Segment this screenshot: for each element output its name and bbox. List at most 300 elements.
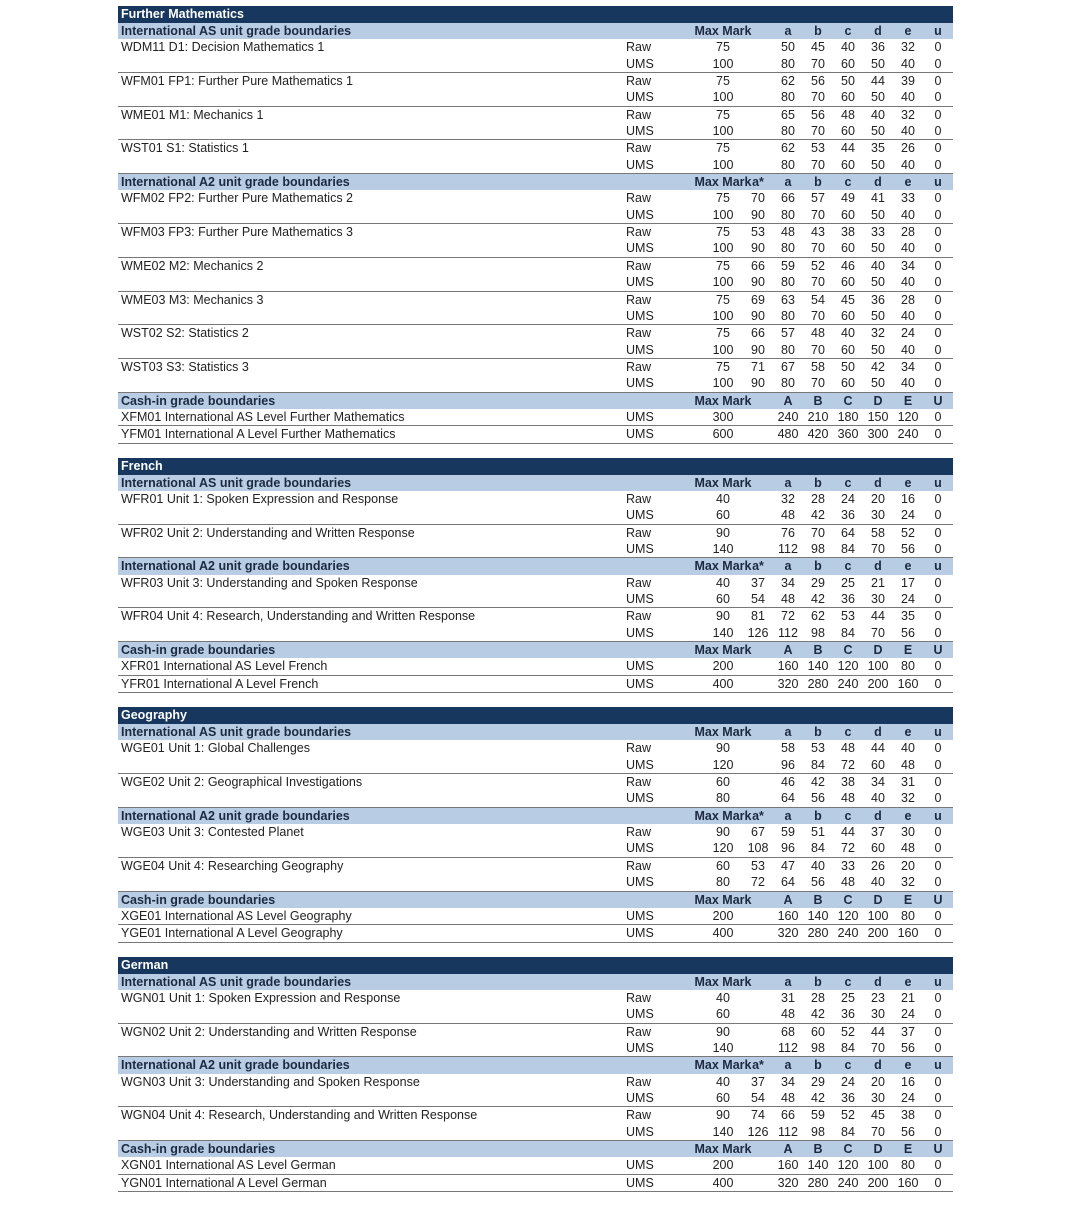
grade-value: 0 [934,741,942,756]
grade-value: 0 [934,676,942,691]
grade-value: 0 [934,1175,942,1190]
max-mark: 100 [712,342,734,357]
grade-value: 70 [811,275,825,290]
mark-type: Raw [626,990,652,1005]
grade-header: B [813,643,823,658]
grade-value: 17 [901,575,915,590]
section-title: Cash-in grade boundaries [121,892,276,907]
grade-value: 35 [901,609,915,624]
grade-value: 70 [871,1040,885,1055]
mark-type: UMS [626,757,654,772]
max-mark: 100 [712,90,734,105]
mark-type: Raw [626,359,652,374]
table-row [118,507,953,524]
mark-type: Raw [626,858,652,873]
table-row [118,375,953,392]
unit-name: WGN02 Unit 2: Understanding and Written Response [121,1024,417,1039]
max-mark: 400 [712,926,734,941]
grade-value: 40 [901,741,915,756]
table-row [118,1090,953,1107]
grade-value: 81 [751,609,765,624]
grade-value: 47 [781,858,795,873]
grade-value: 98 [811,541,825,556]
grade-value: 48 [781,1007,795,1022]
grade-value: 240 [777,409,799,424]
grade-header: b [814,808,822,823]
grade-value: 0 [934,124,942,139]
grade-value: 21 [871,575,885,590]
grade-value: 126 [747,1124,769,1139]
grade-value: 53 [751,858,765,873]
max-mark: 100 [712,376,734,391]
grade-value: 28 [901,292,915,307]
grade-value: 32 [901,875,915,890]
grade-header: d [874,24,882,38]
grade-value: 0 [934,491,942,506]
grade-header: e [904,808,912,823]
grade-value: 34 [871,775,885,790]
grade-value: 80 [901,659,915,674]
mark-type: UMS [626,308,654,323]
grade-value: 70 [751,191,765,206]
grade-value: 70 [811,525,825,540]
max-mark-header: Max Mark [694,725,752,740]
grade-value: 0 [934,908,942,923]
unit-name: XGN01 International AS Level German [121,1158,336,1173]
max-mark: 40 [716,990,730,1005]
unit-name: YFM01 International A Level Further Mathematics [121,427,396,442]
mark-type: Raw [626,825,652,840]
grade-value: 0 [934,757,942,772]
grade-value: 38 [901,1108,915,1123]
section-header [118,808,953,824]
max-mark: 100 [712,308,734,323]
unit-name: WGE03 Unit 3: Contested Planet [121,825,304,840]
grade-value: 40 [871,258,885,273]
grade-value: 24 [901,1007,915,1022]
table-row [118,292,953,308]
grade-value: 29 [811,1074,825,1089]
grade-value: 36 [871,40,885,55]
mark-type: UMS [626,541,654,556]
grade-value: 56 [811,875,825,890]
mark-type: Raw [626,258,652,273]
grade-header: d [874,1058,882,1073]
grade-header: b [814,974,822,989]
grade-value: 280 [807,1175,829,1190]
table-row [118,541,953,558]
grade-header: A [783,643,793,658]
grade-value: 60 [841,308,855,323]
unit-name: WGE01 Unit 1: Global Challenges [121,741,310,756]
mark-type: Raw [626,491,652,506]
grade-value: 50 [871,308,885,323]
max-mark: 80 [716,791,730,806]
grade-value: 280 [807,926,829,941]
mark-type: UMS [626,342,654,357]
grade-value: 96 [781,841,795,856]
grade-value: 0 [934,609,942,624]
max-mark: 60 [716,508,730,523]
max-mark: 60 [716,858,730,873]
grade-value: 480 [777,427,799,442]
table-row [118,224,953,240]
grade-value: 100 [867,659,889,674]
unit-name: YGE01 International A Level Geography [121,926,343,941]
grade-value: 84 [841,1124,855,1139]
max-mark: 300 [712,409,734,424]
grade-value: 70 [871,1124,885,1139]
grade-value: 44 [871,609,885,624]
grade-value: 39 [901,74,915,89]
grade-value: 0 [934,841,942,856]
grade-value: 0 [934,359,942,374]
grade-value: 98 [811,1040,825,1055]
grade-value: 72 [751,875,765,890]
table-row [118,575,953,591]
section-header [118,174,953,190]
mark-type: Raw [626,40,652,55]
grade-header: D [873,393,883,408]
unit-name: XGE01 International AS Level Geography [121,908,352,923]
max-mark: 75 [716,191,730,206]
grade-header: a [784,808,792,823]
max-mark: 200 [712,659,734,674]
grade-value: 31 [781,990,795,1005]
grade-value: 360 [837,427,859,442]
mark-type: UMS [626,275,654,290]
grade-header: E [903,393,913,408]
grade-value: 64 [781,875,795,890]
grade-value: 28 [901,225,915,240]
mark-type: UMS [626,908,654,923]
mark-type: Raw [626,1108,652,1123]
grade-value: 56 [901,541,915,556]
grade-header: b [814,559,822,574]
grade-value: 0 [934,326,942,341]
grade-value: 29 [811,575,825,590]
mark-type: UMS [626,1040,654,1055]
grade-value: 36 [841,1007,855,1022]
max-mark: 100 [712,124,734,139]
grade-value: 80 [781,157,795,172]
grade-value: 0 [934,207,942,222]
grade-value: 0 [934,409,942,424]
max-mark: 100 [712,56,734,71]
mark-type: UMS [626,592,654,606]
grade-header: b [814,175,822,190]
grade-value: 34 [781,1074,795,1089]
section-title: International AS unit grade boundaries [121,974,352,989]
table-row [118,840,953,857]
table-row [118,757,953,774]
table-row [118,240,953,257]
grade-value: 63 [781,292,795,307]
mark-type: UMS [626,508,654,523]
section-header [118,974,953,990]
grade-value: 36 [841,592,855,606]
section-title: International AS unit grade boundaries [121,725,352,740]
grade-value: 240 [837,926,859,941]
grade-value: 0 [934,875,942,890]
grade-header: b [814,1058,822,1073]
grade-header: a [784,559,792,574]
grade-header: u [934,725,942,740]
grade-header: c [844,725,852,740]
grade-value: 40 [901,308,915,323]
grade-value: 40 [841,326,855,341]
grade-value: 58 [871,525,885,540]
grade-value: 32 [871,326,885,341]
max-mark: 100 [712,241,734,256]
grade-value: 32 [901,40,915,55]
grade-value: 40 [901,241,915,256]
mark-type: Raw [626,1074,652,1089]
grade-header: a [784,974,792,989]
section-title: Cash-in grade boundaries [121,393,276,408]
grade-header: c [844,559,852,574]
grade-header: C [843,643,853,658]
grade-value: 80 [781,207,795,222]
grade-value: 90 [751,207,765,222]
table-row [118,258,953,274]
grade-value: 70 [811,308,825,323]
grade-value: 50 [871,56,885,71]
grade-value: 16 [901,491,915,506]
unit-name: WME01 M1: Mechanics 1 [121,107,264,122]
unit-name: WGN04 Unit 4: Research, Understanding and Written Response [121,1108,478,1123]
table-row [118,1175,953,1192]
section-header [118,1057,953,1073]
grade-header: B [813,892,823,907]
mark-type: UMS [626,157,654,172]
grade-value: 80 [781,241,795,256]
max-mark-header: Max Mark [694,559,752,574]
grade-value: 112 [778,1040,798,1055]
grade-header: c [844,974,852,989]
table-row [118,824,953,840]
mark-type: Raw [626,107,652,122]
grade-value: 0 [934,575,942,590]
mark-type: Raw [626,575,652,590]
max-mark: 60 [716,775,730,790]
mark-type: Raw [626,775,652,790]
table-row [118,308,953,325]
table-row [118,1107,953,1123]
grade-value: 70 [811,241,825,256]
grade-value: 42 [811,775,825,790]
grade-value: 62 [781,141,795,156]
grade-value: 71 [751,359,765,374]
unit-name: WME03 M3: Mechanics 3 [121,292,264,307]
grade-value: 0 [934,258,942,273]
grade-value: 68 [781,1024,795,1039]
grade-value: 48 [841,741,855,756]
grade-value: 0 [934,592,942,606]
grade-value: 60 [841,157,855,172]
mark-type: UMS [626,676,654,691]
grade-value: 140 [807,659,829,674]
grade-value: 25 [841,990,855,1005]
max-mark: 75 [716,40,730,55]
mark-type: Raw [626,191,652,206]
grade-header: A [783,1141,793,1156]
unit-name: YGN01 International A Level German [121,1175,327,1190]
grade-value: 48 [811,326,825,341]
grade-value: 160 [777,1158,799,1173]
table-row [118,1040,953,1057]
max-mark: 600 [712,427,734,442]
grade-header: e [904,974,912,989]
grade-value: 60 [871,841,885,856]
grade-header: c [844,175,852,190]
grade-value: 48 [841,107,855,122]
grade-value: 45 [811,40,825,55]
max-mark: 100 [712,275,734,290]
grade-value: 36 [841,1090,855,1105]
grade-value: 40 [811,858,825,873]
grade-value: 140 [807,1158,829,1173]
grade-value: 60 [811,1024,825,1039]
grade-value: 59 [781,258,795,273]
grade-value: 320 [777,676,799,691]
grade-value: 42 [811,508,825,523]
grade-value: 53 [811,741,825,756]
max-mark: 75 [716,107,730,122]
grade-header: u [934,24,942,38]
grade-value: 40 [901,90,915,105]
grade-header: e [904,725,912,740]
grade-value: 280 [807,676,829,691]
max-mark-header: Max Mark [694,175,752,190]
mark-type: UMS [626,241,654,256]
grade-value: 42 [811,592,825,606]
grade-value: 24 [901,592,915,606]
table-row [118,1124,953,1141]
grade-value: 25 [841,575,855,590]
grade-header: A [783,393,793,408]
section-header [118,475,953,491]
unit-name: WFR01 Unit 1: Spoken Expression and Response [121,491,399,506]
section-header [118,393,953,409]
section-header [118,724,953,740]
grade-value: 16 [901,1074,915,1089]
unit-name: WME02 M2: Mechanics 2 [121,258,264,273]
grade-value: 84 [811,841,825,856]
grade-value: 120 [837,1158,859,1173]
grade-value: 50 [871,241,885,256]
grade-value: 59 [781,825,795,840]
grade-value: 112 [778,1124,798,1139]
grade-value: 240 [837,1175,859,1190]
grade-value: 52 [901,525,915,540]
grade-value: 48 [841,875,855,890]
mark-type: Raw [626,74,652,89]
grade-value: 60 [871,757,885,772]
table-row [118,908,953,925]
grade-value: 44 [841,825,855,840]
table-row [118,207,953,224]
subject-title: French [118,458,953,475]
grade-header: e [904,24,912,38]
mark-type: UMS [626,659,654,674]
grade-value: 62 [811,609,825,624]
grade-value: 108 [747,841,769,856]
grade-value: 80 [781,90,795,105]
grade-value: 420 [807,427,829,442]
grade-value: 30 [871,508,885,523]
mark-type: Raw [626,292,652,307]
mark-type: Raw [626,326,652,341]
grade-value: 50 [871,275,885,290]
table-row [118,56,953,73]
grade-value: 36 [871,292,885,307]
max-mark: 90 [716,609,730,624]
grade-value: 62 [781,74,795,89]
grade-value: 50 [841,359,855,374]
mark-type: UMS [626,926,654,941]
max-mark: 90 [716,1024,730,1039]
table-row [118,874,953,891]
subject-title: Further Mathematics [118,6,953,23]
grade-value: 80 [781,308,795,323]
grade-value: 0 [934,541,942,556]
grade-value: 66 [751,258,765,273]
subject-title: Geography [118,707,953,724]
grade-value: 90 [751,376,765,391]
table-row [118,608,953,624]
max-mark-header: Max Mark [694,643,752,658]
max-mark-header: Max Mark [694,808,752,823]
grade-value: 54 [751,592,765,606]
max-mark-header: Max Mark [694,393,752,408]
grade-value: 53 [811,141,825,156]
grade-value: 42 [811,1090,825,1105]
subject-title: German [118,957,953,974]
grade-value: 160 [897,926,919,941]
subject-block [118,6,953,444]
max-mark: 90 [716,525,730,540]
unit-name: YFR01 International A Level French [121,676,319,691]
grade-value: 50 [781,40,795,55]
max-mark-header: Max Mark [694,1058,752,1073]
grade-value: 21 [901,990,915,1005]
section-title: International A2 unit grade boundaries [121,559,350,574]
section-title: Cash-in grade boundaries [121,643,276,658]
max-mark: 400 [712,1175,734,1190]
section-header [118,1141,953,1157]
mark-type: UMS [626,1007,654,1022]
mark-type: UMS [626,1158,654,1173]
grade-value: 56 [901,1124,915,1139]
max-mark-header: Max Mark [694,24,752,38]
mark-type: Raw [626,141,652,156]
grade-value: 0 [934,225,942,240]
max-mark: 200 [712,908,734,923]
grade-value: 0 [934,858,942,873]
grade-header: c [844,808,852,823]
max-mark: 75 [716,141,730,156]
grade-value: 59 [811,1108,825,1123]
grade-value: 0 [934,1040,942,1055]
grade-value: 40 [901,275,915,290]
unit-name: WFM03 FP3: Further Pure Mathematics 3 [121,225,354,240]
grade-value: 43 [811,225,825,240]
max-mark: 40 [716,491,730,506]
grade-value: 0 [934,56,942,71]
grade-value: 30 [901,825,915,840]
table-row [118,325,953,341]
